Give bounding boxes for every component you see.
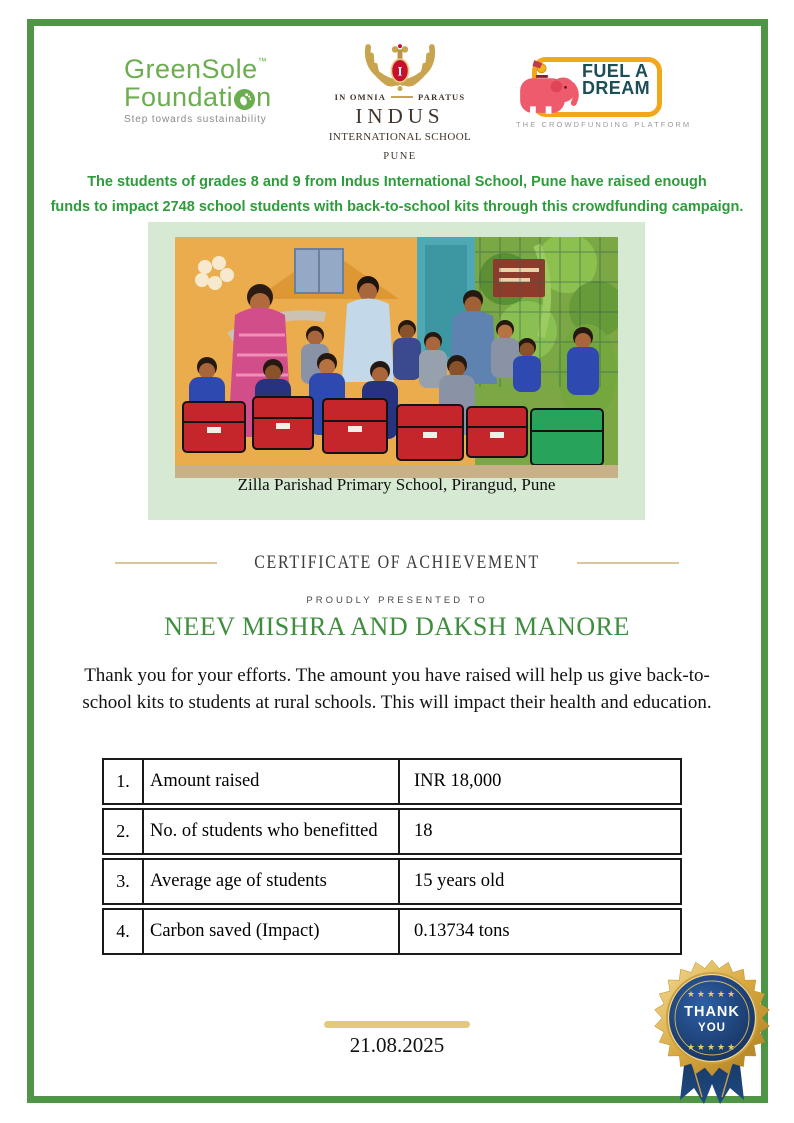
photo-card [148, 222, 645, 520]
fueladream-logo [516, 54, 692, 134]
table-row: 3. Average age of students 15 years old [102, 858, 682, 905]
title-left-line [115, 562, 217, 564]
badge-you: YOU [698, 1022, 726, 1034]
badge-stars-bottom: ★★★★★ [686, 1042, 738, 1052]
indus-shield-initial: I [397, 64, 403, 79]
photo-caption: Zilla Parishad Primary School, Pirangud, Pune [237, 475, 556, 494]
table-row: 2. No. of students who benefitted 18 [102, 808, 682, 855]
certificate-title: CERTIFICATE OF ACHIEVEMENT [254, 552, 540, 573]
elephant-piggybank-icon [516, 58, 582, 120]
greensole-logo: GreenSole™ Foundati n Step towards sustainability [124, 56, 314, 125]
trademark-symbol: ™ [257, 56, 267, 66]
impact-statement: The students of grades 8 and 9 from Indus International School, Pune have raised enough funds to impact 2748 school students with back-to-school kits through this crowdfunding campaign. [50, 174, 744, 216]
impact-table [102, 758, 682, 958]
thank-you-message: Thank you for your efforts. The amount you have raised will help us give back-to- school kits to students at rural schools. This will impact their health and education. [82, 665, 712, 713]
date-divider-bar [324, 1021, 470, 1028]
greensole-tagline: Step towards sustainability [124, 114, 267, 126]
indus-crest-icon [351, 42, 449, 96]
indus-logo [322, 42, 478, 162]
globe-footprint-icon [234, 88, 255, 109]
fueladream-tagline: THE CROWDFUNDING PLATFORM [516, 120, 692, 129]
presented-to-label: PROUDLY PRESENTED TO [306, 595, 488, 606]
title-right-line [577, 562, 679, 564]
table-row: 1. Amount raised INR 18,000 [102, 758, 682, 805]
recipient-names: NEEV MISHRA AND DAKSH MANORE [164, 612, 630, 641]
greensole-wordmark: GreenSole™ [124, 54, 267, 84]
indus-city: PUNE [383, 151, 417, 162]
school-photo-illustration [175, 237, 618, 478]
table-row: 4. Carbon saved (Impact) 0.13734 tons [102, 908, 682, 955]
indus-motto-left: IN OMNIA [334, 92, 387, 102]
indus-school-subtitle: INTERNATIONAL SCHOOL [328, 131, 472, 143]
badge-thank: THANK [684, 1004, 740, 1020]
badge-stars-top: ★★★★★ [686, 989, 738, 999]
certificate-title-row [0, 552, 794, 574]
fueladream-wordmark: FUEL A DREAM [582, 61, 650, 99]
date-text: 21.08.2025 [349, 1033, 445, 1057]
motto-divider [391, 96, 413, 98]
thank-you-badge [636, 952, 788, 1110]
indus-motto-right: PARATUS [418, 92, 466, 102]
indus-school-name: INDUS [355, 104, 445, 128]
